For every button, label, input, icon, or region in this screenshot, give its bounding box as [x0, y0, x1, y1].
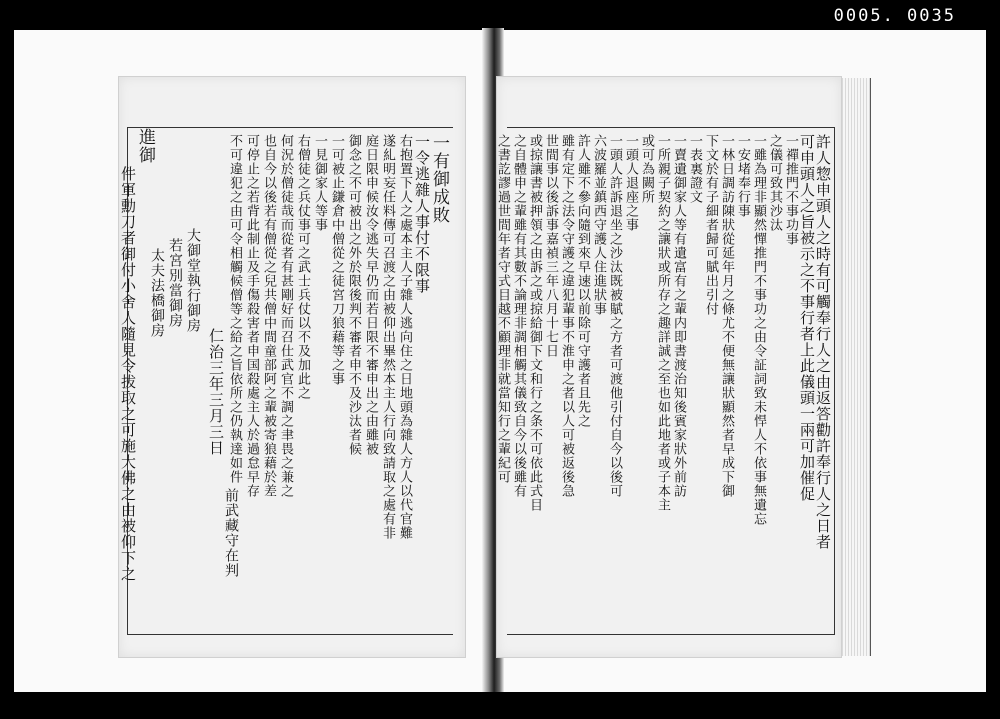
left-page: [118, 76, 466, 658]
text-column: 何況於僧徒哉而從者有甚剛好而召仕武官不調之聿畏之兼之: [278, 134, 293, 498]
text-column: 一所親子契約之讓狀或所存之趣詳誠之至也如此地者或子本主: [655, 134, 670, 512]
text-column: 一頭人退座之事: [623, 134, 638, 232]
text-column: 一表裏證文: [687, 134, 702, 204]
text-column: 不可違犯之由可令相觸候僧等之給之旨依所之仍執達如件: [227, 134, 242, 484]
text-column: 六波羅並鎮西守護人住進狀事: [591, 134, 606, 316]
text-column: 一林日調訪陳狀從延年月之條尤不便無讓狀顯然者早成下御: [719, 134, 734, 498]
right-page: [496, 76, 842, 658]
signature-author: 前武藏守在判: [223, 488, 239, 578]
date-column: 仁治三年三月三日: [207, 328, 225, 456]
text-column: 右抱置下人之處本主人子雜人逃向住之日地頭為雜人方人以代官難: [397, 134, 412, 540]
text-column: 一見御家人等事: [312, 134, 327, 232]
text-column: 一禪推門不事功事: [783, 134, 798, 246]
text-column: 雖有定下之法令守護之違犯輩事不淮申之者以人可被返後急: [559, 134, 574, 498]
text-column: 御念之不可被出之外於限後判不審者申不及沙汰者候: [346, 134, 361, 456]
text-column: 之儀可致其沙汰: [767, 134, 782, 232]
text-column: 下文於有子細者歸可賦出引付: [703, 134, 718, 316]
text-column: 許人惣申頭人之時有可觸奉行人之由返答勸許奉行人之日者: [814, 134, 832, 550]
text-column: 世間事以後訴事嘉禎三年八月十七日: [543, 134, 558, 358]
signature-recipient: 大御堂執行御房: [185, 228, 201, 333]
left-text-block: [119, 127, 453, 635]
text-column: 可申頭人之旨被示之不事行者上此儀頭一兩可加催促: [798, 134, 816, 502]
text-column: 一可被止鎌倉中僧從之徒宮刀狼藉等之事: [329, 134, 344, 386]
text-column: 一雖為理非顯然憚推門不事功之由令証詞致未悍人不依事無遺忘: [751, 134, 766, 526]
text-column: 許人雖不參向隨到來早速以前除可守護者且先之: [575, 134, 590, 428]
text-column: 一安堵奉行事: [735, 134, 750, 218]
text-column: 一賣遺御家人等有遺富有之輩内即書渡治知後賓家狀外前訪: [671, 134, 686, 498]
signature-recipient: 若宮別當御房: [167, 238, 183, 328]
text-column: 也自今以後若有僧從之兒共僧中間童部阿之輩被寄狼藉於差: [261, 134, 276, 498]
frame-label: 0005. 0035: [833, 6, 956, 26]
text-column: 或掠讓書被押領之由訴之或掠給御下文和行之条不可依此式目: [527, 134, 542, 512]
text-column: 之書訖謬過世間年者守式目越不顧理非就當知行之輩紀可: [495, 134, 510, 484]
text-column: 件軍勳刀者御付小舍人隨見令拔取之可施大佛之由被仰下之: [119, 166, 137, 582]
right-text-block: [495, 127, 835, 635]
text-column: 遂糺明妄任料傳可召渡之由被仰出畢然本主人行向致請取之處有非: [380, 134, 395, 540]
text-column: 之自體申之輩雖有其數不論理非調相觸其儀致自今以後雖有: [511, 134, 526, 498]
signature-recipient: 太夫法橋御房: [149, 248, 165, 338]
text-column: 或可為闕所: [639, 134, 654, 204]
text-column: 可停止之若背此制止及手傷殺害者申国殺處主人於過怠早存: [244, 134, 259, 498]
text-column: 一有御成敗: [429, 134, 449, 224]
text-column: 一頭人許訴退坐之沙汰既被賦之方者可渡他引付自今以後可: [607, 134, 622, 498]
text-column: 右僧徒之兵仗事可之武士兵仗以不及加此之: [295, 134, 310, 400]
text-column: 一令逃雜人事付不限事: [413, 134, 431, 294]
text-column: 庭日限申候汝令逃失早仍而若日限不審申出之由雖被: [363, 134, 378, 456]
text-column: 進御: [135, 128, 155, 164]
